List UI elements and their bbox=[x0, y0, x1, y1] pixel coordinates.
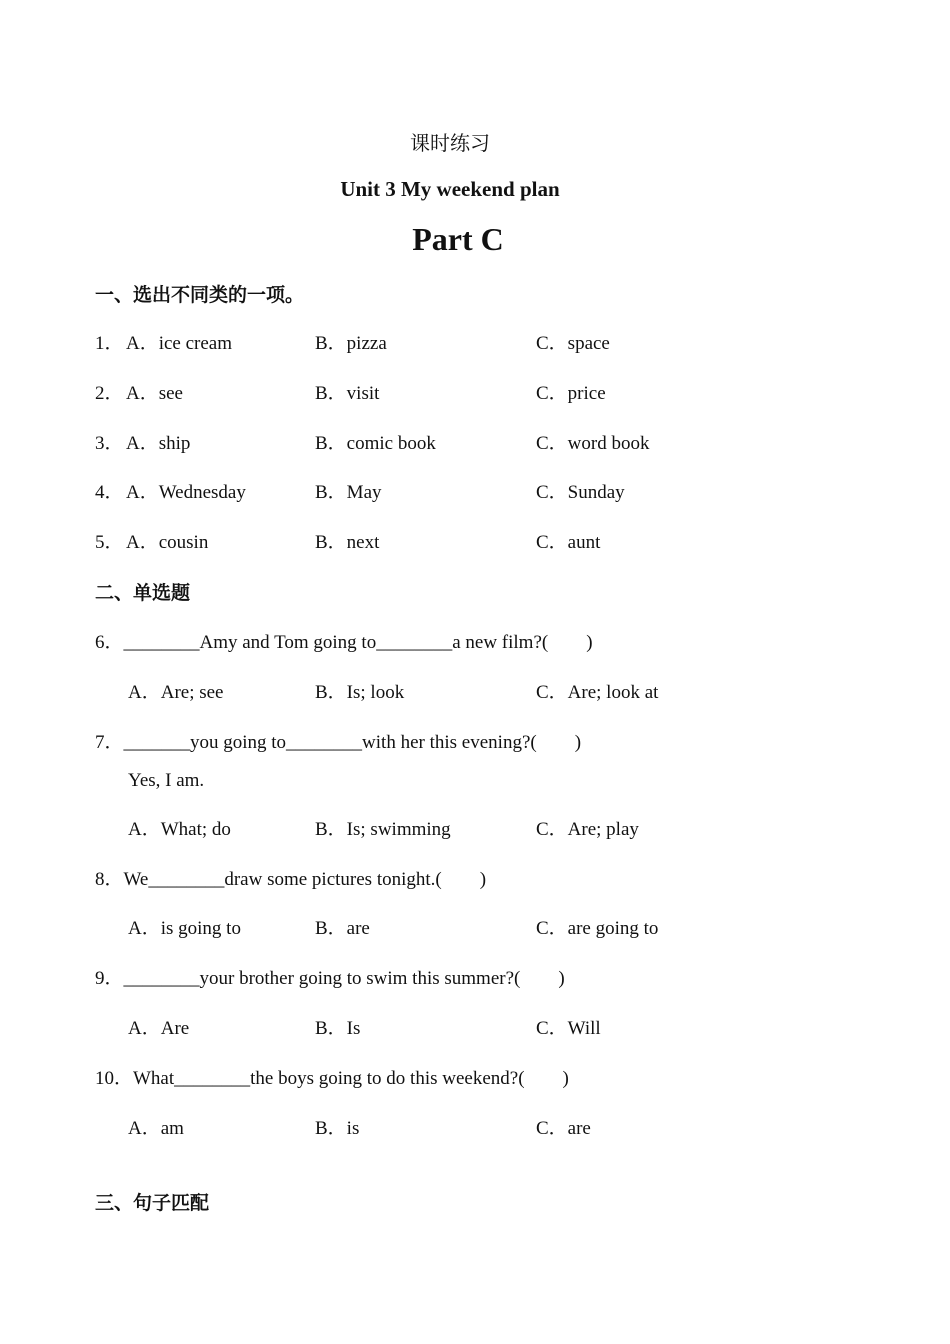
question-number: 4． bbox=[95, 482, 124, 503]
option-a: A．am bbox=[128, 1118, 184, 1139]
option-a: A．Are bbox=[128, 1018, 190, 1039]
option-b: B．Is; swimming bbox=[315, 819, 451, 840]
question-number: 2． bbox=[95, 383, 124, 404]
option-c: C．Are; play bbox=[536, 819, 639, 840]
option-c: C．price bbox=[536, 383, 606, 404]
option-c: C．are bbox=[536, 1118, 591, 1139]
question-number: 1． bbox=[95, 333, 124, 354]
option-b: B．May bbox=[315, 482, 382, 503]
option-a: A．What; do bbox=[128, 819, 231, 840]
option-c: C．word book bbox=[536, 433, 650, 454]
option-c: C．are going to bbox=[536, 918, 659, 939]
part-title: Part C bbox=[412, 221, 504, 257]
option-a: A．Wednesday bbox=[126, 482, 246, 503]
worksheet-title: 课时练习 bbox=[410, 131, 490, 155]
option-b: B．Is bbox=[315, 1018, 361, 1039]
option-b: B．is bbox=[315, 1118, 360, 1139]
dialogue-answer: Yes, I am. bbox=[128, 770, 205, 791]
option-a: A．ice cream bbox=[126, 333, 233, 354]
option-b: B．pizza bbox=[315, 333, 387, 354]
question-stem: 8．We________draw some pictures tonight.( ) bbox=[95, 869, 487, 890]
question-stem: 7．_______you going to________with her this evening?( ) bbox=[95, 732, 582, 753]
option-c: C．aunt bbox=[536, 532, 601, 553]
option-c: C．Sunday bbox=[536, 482, 625, 503]
option-a: A．ship bbox=[126, 433, 191, 454]
section-3-heading: 三、句子匹配 bbox=[95, 1192, 210, 1214]
option-a: A．cousin bbox=[126, 532, 209, 553]
option-c: C．Will bbox=[536, 1018, 601, 1039]
option-b: B．next bbox=[315, 532, 380, 553]
option-a: A．see bbox=[126, 383, 183, 404]
option-a: A．is going to bbox=[128, 918, 241, 939]
option-b: B．are bbox=[315, 918, 370, 939]
question-stem: 10．What________the boys going to do this weekend?( ) bbox=[95, 1068, 569, 1089]
section-2-heading: 二、单选题 bbox=[95, 582, 191, 604]
section-1-heading: 一、选出不同类的一项。 bbox=[95, 284, 305, 306]
question-stem: 6．________Amy and Tom going to________a new film?( ) bbox=[95, 632, 593, 653]
question-number: 5． bbox=[95, 532, 124, 553]
option-b: B．Is; look bbox=[315, 682, 405, 703]
question-number: 3． bbox=[95, 433, 124, 454]
unit-title: Unit 3 My weekend plan bbox=[340, 177, 560, 201]
option-b: B．comic book bbox=[315, 433, 436, 454]
option-a: A．Are; see bbox=[128, 682, 224, 703]
question-stem: 9．________your brother going to swim this summer?( ) bbox=[95, 968, 565, 989]
option-c: C．space bbox=[536, 333, 610, 354]
option-c: C．Are; look at bbox=[536, 682, 659, 703]
option-b: B．visit bbox=[315, 383, 380, 404]
